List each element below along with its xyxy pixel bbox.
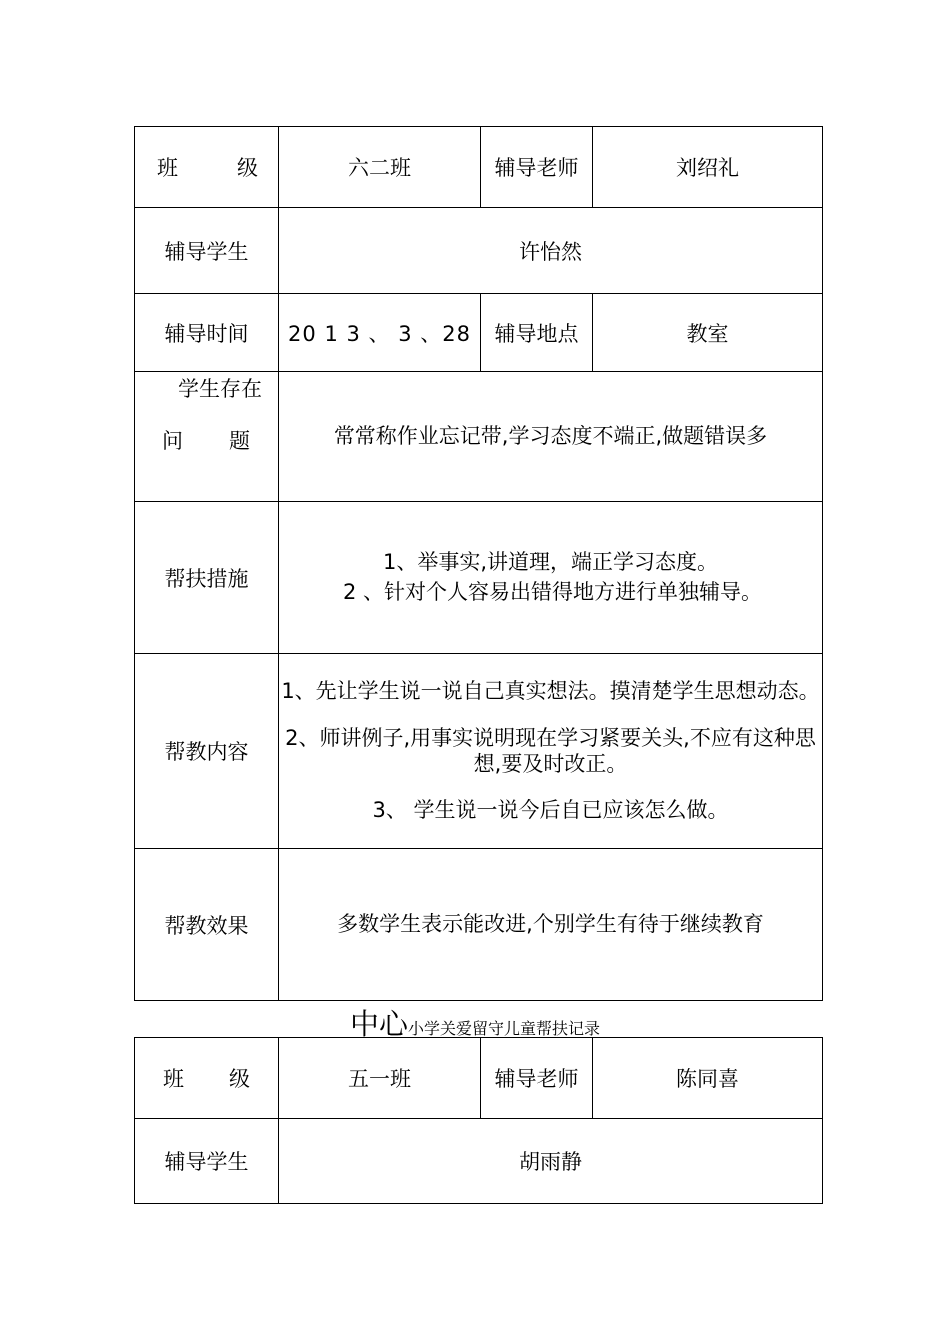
measures-label: 帮扶措施 (135, 502, 279, 654)
class-label-char-1-2: 班 (163, 1067, 184, 1091)
student-label-2: 辅导学生 (135, 1119, 279, 1204)
row-time (135, 294, 823, 372)
problem-label-char-2: 题 (229, 429, 250, 453)
class-label-cell-2 (135, 1038, 279, 1119)
effect-label: 帮教效果 (135, 849, 279, 1001)
class-value-2: 五一班 (279, 1038, 481, 1119)
row-problem (135, 372, 823, 502)
teacher-label-2: 辅导老师 (481, 1038, 593, 1119)
class-label-cell (135, 127, 279, 208)
content-item-2: 2、师讲例子,用事实说明现在学习紧要关头,不应有这种思想,要及时改正。 (285, 726, 816, 776)
content-item-1: 1、先让学生说一说自己真实想法。摸清楚学生思想动态。 (281, 679, 820, 703)
problem-label-cell (135, 372, 279, 502)
record-title-big: 中心 (349, 1007, 408, 1041)
content-label: 帮教内容 (135, 654, 279, 849)
content-value (279, 654, 823, 849)
class-label-char-2: 级 (237, 156, 258, 180)
effect-value: 多数学生表示能改进,个别学生有待于继续教育 (279, 849, 823, 1001)
record-title-small: 小学关爱留守儿童帮扶记录 (408, 1019, 601, 1038)
teacher-value-2: 陈同喜 (593, 1038, 823, 1119)
row-effect (135, 849, 823, 1001)
class-label-char-2-2: 级 (229, 1067, 250, 1091)
measures-item-2: 2 、针对个人容易出错得地方进行单独辅导。 (342, 580, 763, 604)
problem-value: 常常称作业忘记带,学习态度不端正,做题错误多 (279, 372, 823, 502)
measures-value (279, 502, 823, 654)
record-table-2 (134, 1037, 823, 1204)
row-class (135, 127, 823, 208)
time-value: 20 1 3 、 3 、28 (279, 294, 481, 372)
row-class-2 (135, 1038, 823, 1119)
class-label-char-1: 班 (157, 156, 178, 180)
problem-label-char-1: 问 (162, 429, 183, 453)
place-label: 辅导地点 (481, 294, 593, 372)
student-label: 辅导学生 (135, 208, 279, 294)
teacher-value: 刘绍礼 (593, 127, 823, 208)
place-value: 教室 (593, 294, 823, 372)
teacher-label: 辅导老师 (481, 127, 593, 208)
student-value: 许怡然 (279, 208, 823, 294)
problem-label-line2 (162, 426, 250, 456)
record-table-1 (134, 126, 823, 1001)
content-item-3: 3、 学生说一说今后自已应该怎么做。 (372, 798, 729, 822)
row-student (135, 208, 823, 294)
problem-label-line1: 学生存在 (178, 377, 262, 401)
row-measures (135, 502, 823, 654)
time-label: 辅导时间 (135, 294, 279, 372)
row-student-2 (135, 1119, 823, 1204)
measures-item-1: 1、举事实,讲道理，端正学习态度。 (382, 550, 719, 574)
student-value-2: 胡雨静 (279, 1119, 823, 1204)
class-value: 六二班 (279, 127, 481, 208)
row-content (135, 654, 823, 849)
